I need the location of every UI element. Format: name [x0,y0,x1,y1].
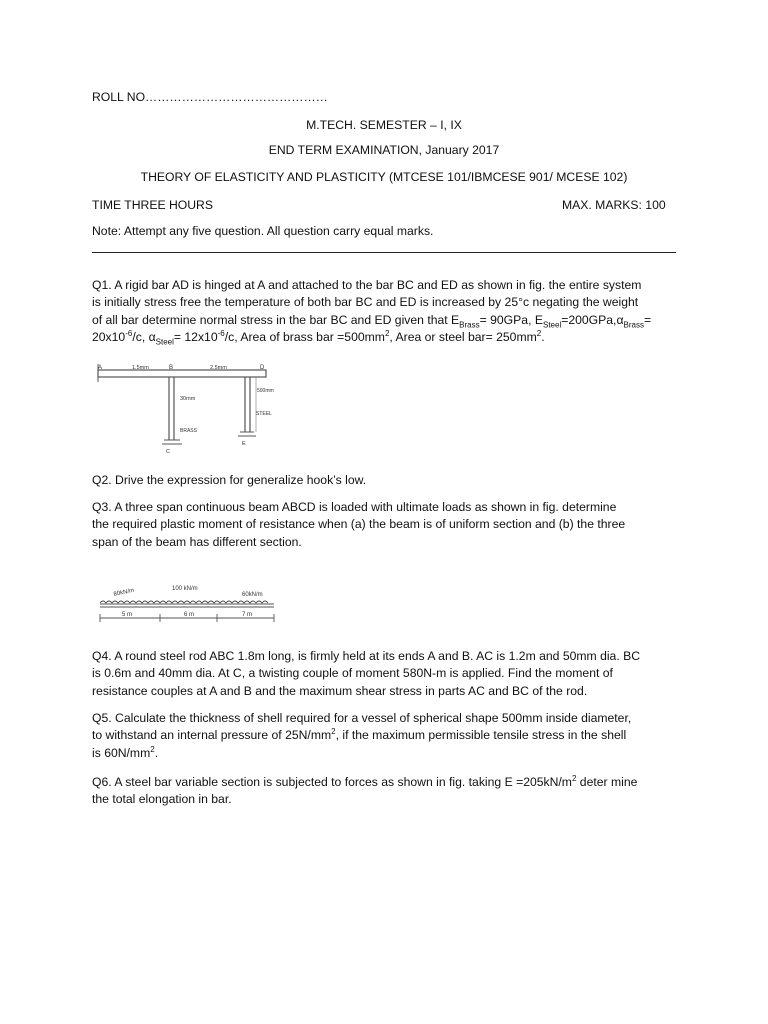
exam-note: Note: Attempt any five question. All question carry equal marks. [92,224,434,238]
fig-load-2: 100 kN/m [172,586,198,592]
question-5: Q5. Calculate the thickness of shell required for a vessel of spherical shape 500mm inside diameter, to withstand an internal pressure of $25N/mm^2$, if the maximum permissible tensile stress in the shell is $60N/mm^2$. [92,711,632,760]
header-divider [92,252,676,253]
question-2: Q2. Drive the expression for generalize hook’s low. [92,473,367,487]
semester: M.TECH. SEMESTER – I, IX [306,118,462,132]
fig-dim-ab: 1.5mm [132,365,149,371]
fig-load-1: 80kN/m [113,587,135,598]
fig-label-c: C [166,449,170,455]
fig-dim-bc: 30mm [180,396,196,402]
fig-label-b: B [169,365,174,371]
exam-title: END TERM EXAMINATION, January 2017 [268,143,500,157]
max-marks: MAX. MARKS: 100 [562,198,666,212]
question-3: Q3. A three span continuous beam ABCD is loaded with ultimate loads as shown in fig. determine the required plastic moment of resistance when (a) the beam is of uniform section and (b) the three span of the beam has different section. [92,500,626,549]
fig-dim-bd: 2.5mm [210,365,227,371]
fig-span-2: 6 m [184,612,195,618]
fig-label-brass: BRASS [180,428,197,434]
fig-label-steel: STEEL [256,411,272,417]
q3-figure [92,578,292,626]
fig-span-1: 5 m [122,612,133,618]
question-6: Q6. A steel bar variable section is subjected to forces as shown in fig. taking $E =205kN/m^2$ deter mine the total elongation in bar. [92,773,638,807]
roll-no: ROLL NO……………………………………… [92,90,328,104]
question-4: Q4. A round steel rod ABC 1.8m long, is firmly held at its ends A and B. AC is 1.2m and 50mm dia. BC is 0.6m and 40mm dia. At C, a twisting couple of moment 580N-m is applied. Find the moment of resistance couples at A and B and the maximum shear stress in parts AC and BC of the rod. [92,649,641,698]
q1-figure [92,360,292,458]
fig-label-e: E [242,441,246,447]
subject-title: THEORY OF ELASTICITY AND PLASTICITY (MTCESE 101/IBMCESE 901/ MCESE 102) [140,170,628,184]
fig-dim-ed: 500mm [257,388,274,394]
time-allowed: TIME THREE HOURS [92,198,213,212]
fig-span-3: 7 m [242,612,253,618]
fig-label-a: A [98,365,103,371]
fig-label-d: D [260,365,265,371]
question-1: Q1. A rigid bar AD is hinged at A and attached to the bar BC and ED as shown in fig. the entire system is initially stress free the temperature of both bar BC and ED is increased by 25°c negating the weight of all bar determine normal stress in the bar BC and ED given that $E_{Brass}= 90GPa$, $E_{Steel}=200GPa,\alpha_{Brass}=$ $20x10^{-6}/c$, $\alpha_{Steel}= 12x10^{-6}/c$, Area of brass bar $=500mm^2$, Area or steel $bar= 250mm^2$. [92,278,652,347]
fig-load-3: 60kN/m [242,592,263,598]
